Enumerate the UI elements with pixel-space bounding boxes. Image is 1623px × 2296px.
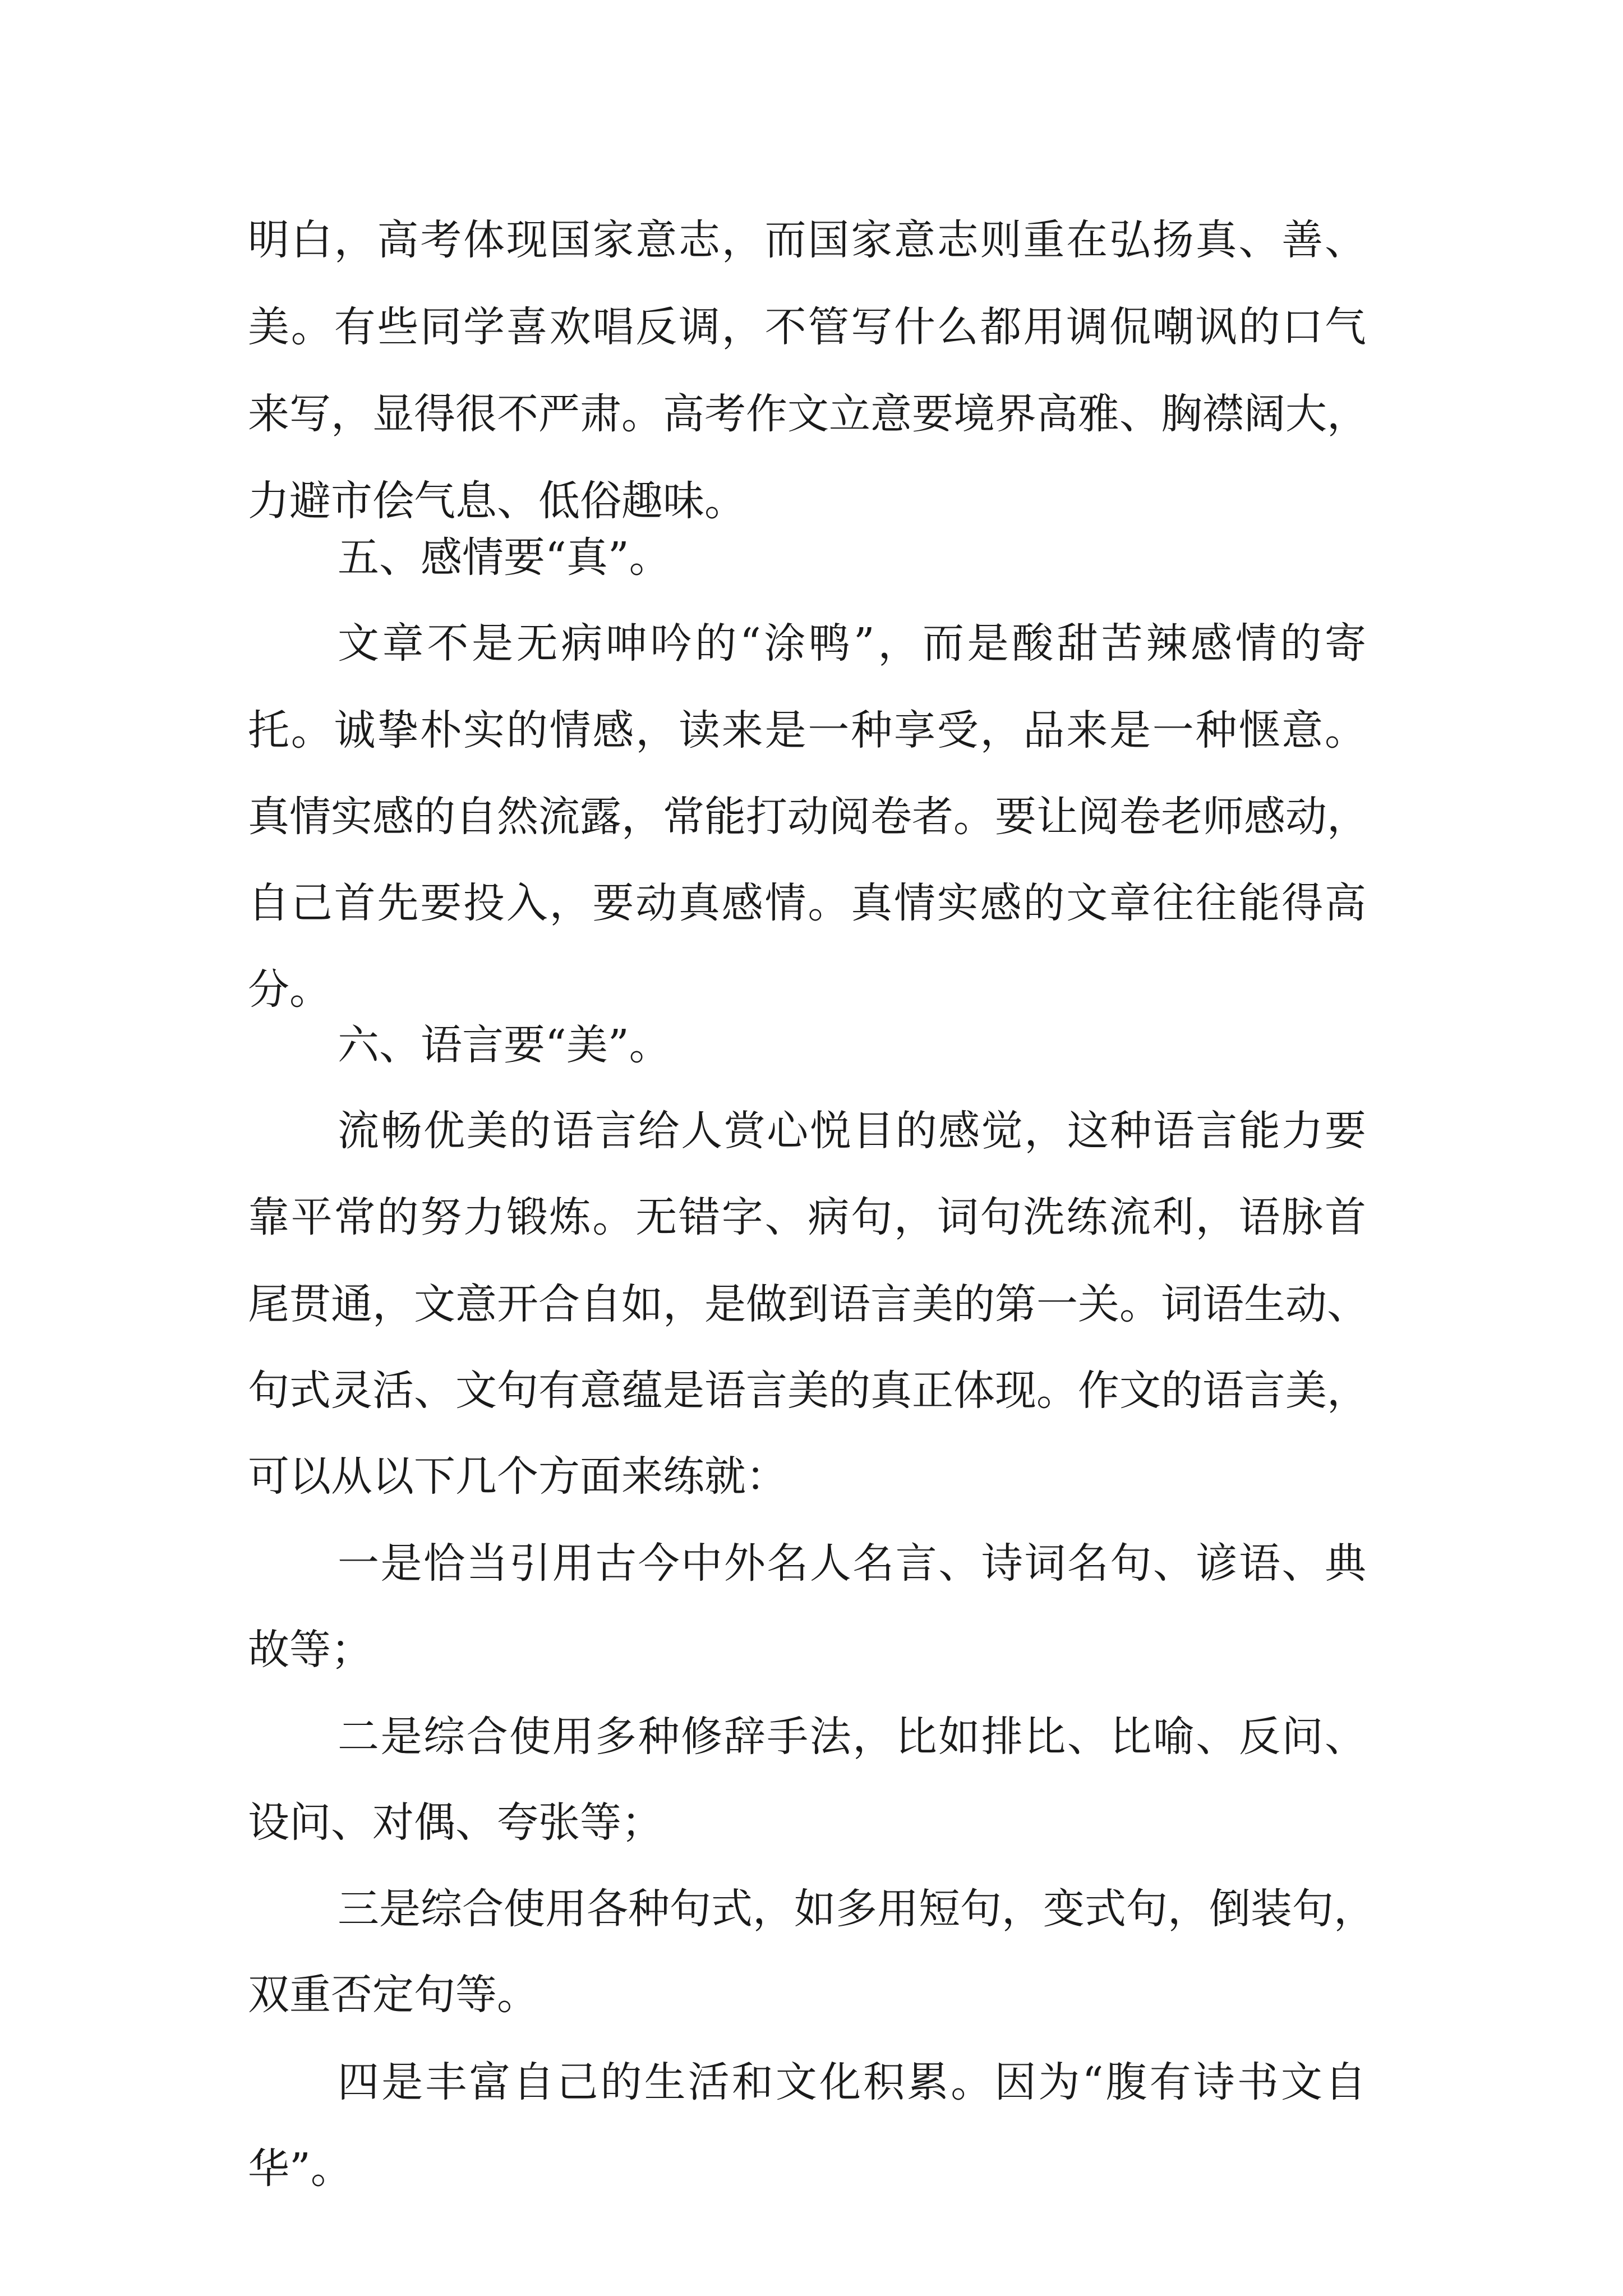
list-item-line: 华”。 [248,2145,352,2193]
section-heading: 六、语言要“美”。 [338,1021,671,1069]
list-item-line: 故等； [248,1626,372,1674]
text-line: 靠平常的努力锻炼。无错字、病句，词句洗练流利，语脉首 [248,1193,1366,1241]
list-item-line: 二是综合使用多种修辞手法，比如排比、比喻、反问、 [338,1713,1366,1761]
list-item-line: 三是综合使用各种句式，如多用短句，变式句，倒装句， [338,1885,1375,1933]
list-item-line: 四是丰富自己的生活和文化积累。因为“腹有诗书文自 [338,2058,1366,2106]
list-item-line: 双重否定句等。 [248,1971,538,2019]
text-line: 流畅优美的语言给人赏心悦目的感觉，这种语言能力要 [338,1107,1366,1155]
text-line: 可以从以下几个方面来练就： [248,1452,787,1501]
text-line: 力避市侩气息、低俗趣味。 [248,477,746,525]
list-item-line: 一是恰当引用古今中外名人名言、诗词名句、谚语、典 [338,1539,1366,1588]
text-line: 明白，高考体现国家意志，而国家意志则重在弘扬真、善、 [248,216,1366,264]
text-line: 句式灵活、文句有意蕴是语言美的真正体现。作文的语言美， [248,1366,1368,1415]
text-line: 自己首先要投入，要动真感情。真情实感的文章往往能得高 [248,879,1366,927]
text-line: 分。 [248,965,331,1014]
list-item-line: 设问、对偶、夸张等； [248,1798,663,1847]
text-line: 尾贯通，文意开合自如，是做到语言美的第一关。词语生动、 [248,1280,1368,1328]
text-line: 真情实感的自然流露，常能打动阅卷者。要让阅卷老师感动， [248,793,1368,841]
text-line: 托。诚挚朴实的情感，读来是一种享受，品来是一种惬意。 [248,706,1366,754]
text-line: 来写，显得很不严肃。高考作文立意要境界高雅、胸襟阔大， [248,390,1368,438]
text-line: 美。有些同学喜欢唱反调，不管写什么都用调侃嘲讽的口气 [248,303,1366,351]
section-heading: 五、感情要“真”。 [338,533,671,582]
text-line: 文章不是无病呻吟的“涂鸭”，而是酸甜苦辣感情的寄 [338,619,1366,668]
